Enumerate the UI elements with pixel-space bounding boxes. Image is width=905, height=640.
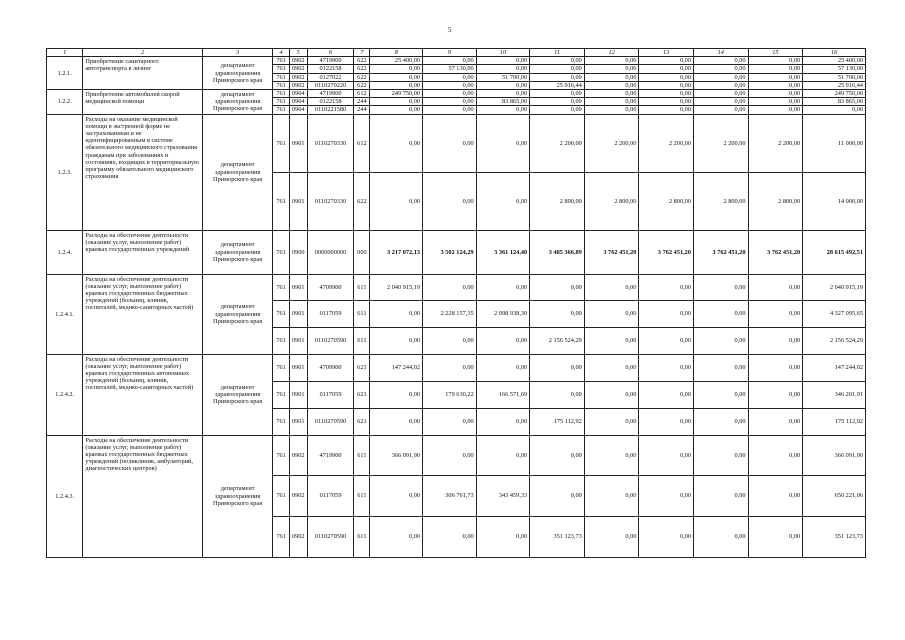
section-name: Приобретение автомобилей скорой медицинской помощи	[83, 90, 202, 115]
amount-cell: 650 221,06	[803, 475, 866, 516]
amount-cell: 0,00	[530, 65, 585, 73]
amount-cell: 2 156 524,29	[803, 327, 866, 354]
target-item-cell: 0000000000	[307, 230, 354, 274]
section-code-cell: 0902	[289, 475, 307, 516]
section-index: 1.2.1.	[47, 57, 83, 90]
amount-cell: 0,00	[639, 381, 694, 408]
amount-cell: 0,00	[584, 98, 639, 106]
amount-cell: 28 615 492,51	[803, 230, 866, 274]
target-item-cell: 0110270220	[307, 81, 354, 89]
expense-type-cell: 622	[354, 81, 370, 89]
amount-cell: 51 700,00	[476, 73, 530, 81]
amount-cell: 0,00	[370, 300, 423, 327]
amount-cell: 0,00	[423, 73, 477, 81]
amount-cell: 0,00	[748, 300, 803, 327]
section-code-cell: 0901	[289, 172, 307, 230]
col-header: 13	[639, 49, 694, 57]
amount-cell: 0,00	[639, 274, 694, 300]
amount-cell: 0,00	[476, 57, 530, 65]
section-index: 1.2.4.1.	[47, 274, 83, 354]
amount-cell: 2 228 157,35	[423, 300, 477, 327]
budget-code-cell: 761	[273, 90, 289, 98]
amount-cell: 0,00	[423, 172, 477, 230]
amount-cell: 0,00	[639, 475, 694, 516]
amount-cell: 2 040 915,19	[803, 274, 866, 300]
amount-cell: 0,00	[423, 354, 477, 381]
amount-cell: 25 916,44	[530, 81, 585, 89]
amount-cell: 0,00	[748, 408, 803, 435]
amount-cell: 0,00	[693, 354, 748, 381]
amount-cell: 0,00	[370, 172, 423, 230]
amount-cell: 3 217 072,13	[370, 230, 423, 274]
amount-cell: 0,00	[423, 98, 477, 106]
amount-cell: 0,00	[584, 435, 639, 475]
target-item-cell: 4719900	[307, 57, 354, 65]
amount-cell: 0,00	[370, 81, 423, 89]
amount-cell: 147 244,02	[803, 354, 866, 381]
table-row	[47, 57, 866, 65]
section-name: Расходы на обеспечение деятельности (оказание услуг, выполнение работ) краевых государственных учреждений	[83, 230, 202, 274]
amount-cell: 0,00	[639, 106, 694, 114]
amount-cell: 0,00	[423, 114, 477, 172]
amount-cell: 0,00	[748, 106, 803, 114]
amount-cell: 0,00	[370, 106, 423, 114]
amount-cell: 0,00	[584, 90, 639, 98]
amount-cell: 351 123,73	[803, 516, 866, 557]
amount-cell: 0,00	[584, 516, 639, 557]
amount-cell: 2 040 915,19	[370, 274, 423, 300]
amount-cell: 2 200,00	[748, 114, 803, 172]
budget-code-cell: 761	[273, 408, 289, 435]
amount-cell: 0,00	[693, 73, 748, 81]
amount-cell: 0,00	[748, 475, 803, 516]
amount-cell: 0,00	[748, 354, 803, 381]
amount-cell: 0,00	[370, 408, 423, 435]
amount-cell: 351 123,73	[530, 516, 585, 557]
amount-cell: 366 091,90	[803, 435, 866, 475]
amount-cell: 57 130,00	[803, 65, 866, 73]
section-code-cell: 0901	[289, 274, 307, 300]
amount-cell: 2 200,00	[693, 114, 748, 172]
amount-cell: 3 502 124,29	[423, 230, 477, 274]
amount-cell: 51 700,00	[803, 73, 866, 81]
expense-type-cell: 621	[354, 381, 370, 408]
col-header: 3	[202, 49, 273, 57]
amount-cell: 0,00	[370, 98, 423, 106]
amount-cell: 0,00	[639, 354, 694, 381]
section-code-cell: 0904	[289, 106, 307, 114]
amount-cell: 0,00	[748, 81, 803, 89]
section-code-cell: 0902	[289, 65, 307, 73]
section-name: Расходы на оказание медицинской помощи в экстренной форме не застрахованным и не идентифицированным в системе обязательного медицинского страхования гражданам при заболеваниях и состояниях, входящих в территориальную программу обязательного медицинского страхования	[83, 114, 202, 230]
amount-cell: 346 201,91	[803, 381, 866, 408]
amount-cell: 0,00	[639, 73, 694, 81]
amount-cell: 0,00	[803, 106, 866, 114]
amount-cell: 0,00	[584, 65, 639, 73]
section-code-cell: 0902	[289, 73, 307, 81]
amount-cell: 2 800,00	[748, 172, 803, 230]
amount-cell: 0,00	[584, 57, 639, 65]
target-item-cell: 0110270590	[307, 327, 354, 354]
col-header: 9	[423, 49, 477, 57]
amount-cell: 0,00	[530, 73, 585, 81]
amount-cell: 0,00	[423, 327, 477, 354]
amount-cell: 2 200,00	[530, 114, 585, 172]
amount-cell: 0,00	[423, 81, 477, 89]
amount-cell: 25 916,44	[803, 81, 866, 89]
amount-cell: 0,00	[748, 516, 803, 557]
amount-cell: 0,00	[476, 327, 530, 354]
amount-cell: 3 762 451,20	[748, 230, 803, 274]
amount-cell: 2 098 938,30	[476, 300, 530, 327]
amount-cell: 0,00	[584, 81, 639, 89]
amount-cell: 0,00	[370, 516, 423, 557]
header-row	[47, 49, 866, 57]
amount-cell: 0,00	[584, 327, 639, 354]
section-name: Расходы на обеспечение деятельности (оказание услуг, выполнение работ) краевых государственных бюджетных учреждений (больниц, клиник, госпиталей, медико-санитарных частей)	[83, 274, 202, 354]
section-department: департамент здравоохранения Приморского края	[202, 114, 273, 230]
budget-code-cell: 761	[273, 57, 289, 65]
section-name: Расходы на обеспечение деятельности (оказание услуг, выполнение работ) краевых государственных бюджетных учреждений (поликлиник, амбулаторий, диагностических центров)	[83, 435, 202, 557]
col-header: 10	[476, 49, 530, 57]
amount-cell: 0,00	[476, 65, 530, 73]
target-item-cell: 0122158	[307, 98, 354, 106]
col-header: 8	[370, 49, 423, 57]
amount-cell: 147 244,02	[370, 354, 423, 381]
budget-code-cell: 761	[273, 106, 289, 114]
amount-cell: 2 200,00	[584, 114, 639, 172]
expense-type-cell: 611	[354, 516, 370, 557]
section-code-cell: 0901	[289, 300, 307, 327]
amount-cell: 0,00	[584, 300, 639, 327]
table-row	[47, 354, 866, 381]
amount-cell: 0,00	[423, 274, 477, 300]
amount-cell: 179 630,22	[423, 381, 477, 408]
amount-cell: 3 485 366,89	[530, 230, 585, 274]
amount-cell: 0,00	[476, 354, 530, 381]
amount-cell: 25 400,00	[370, 57, 423, 65]
budget-code-cell: 761	[273, 81, 289, 89]
amount-cell: 0,00	[748, 327, 803, 354]
budget-code-cell: 761	[273, 73, 289, 81]
section-code-cell: 0902	[289, 516, 307, 557]
target-item-cell: 0110270590	[307, 516, 354, 557]
amount-cell: 0,00	[370, 73, 423, 81]
amount-cell: 366 091,90	[370, 435, 423, 475]
amount-cell: 0,00	[693, 381, 748, 408]
target-item-cell: 4709900	[307, 274, 354, 300]
expense-type-cell: 611	[354, 300, 370, 327]
amount-cell: 0,00	[584, 106, 639, 114]
amount-cell: 0,00	[530, 300, 585, 327]
amount-cell: 0,00	[476, 106, 530, 114]
budget-code-cell: 761	[273, 114, 289, 172]
amount-cell: 0,00	[748, 65, 803, 73]
target-item-cell: 0127022	[307, 73, 354, 81]
amount-cell: 175 112,92	[803, 408, 866, 435]
amount-cell: 0,00	[584, 73, 639, 81]
amount-cell: 4 327 095,65	[803, 300, 866, 327]
budget-code-cell: 761	[273, 516, 289, 557]
section-name: Расходы на обеспечение деятельности (оказание услуг, выполнение работ) краевых государственных автономных учреждений (больниц, клиник, госпиталей, медико-санитарных частей)	[83, 354, 202, 435]
section-code-cell: 0904	[289, 98, 307, 106]
expense-type-cell: 611	[354, 274, 370, 300]
amount-cell: 0,00	[639, 516, 694, 557]
col-header: 4	[273, 49, 289, 57]
amount-cell: 0,00	[748, 381, 803, 408]
amount-cell: 0,00	[639, 327, 694, 354]
amount-cell: 0,00	[584, 354, 639, 381]
budget-code-cell: 761	[273, 475, 289, 516]
amount-cell: 166 571,69	[476, 381, 530, 408]
amount-cell: 0,00	[584, 274, 639, 300]
amount-cell: 0,00	[639, 81, 694, 89]
amount-cell: 0,00	[748, 90, 803, 98]
amount-cell: 0,00	[693, 57, 748, 65]
amount-cell: 0,00	[370, 114, 423, 172]
section-code-cell: 0902	[289, 435, 307, 475]
section-department: департамент здравоохранения Приморского края	[202, 230, 273, 274]
budget-table	[46, 48, 866, 558]
section-index: 1.2.4.	[47, 230, 83, 274]
budget-code-cell: 761	[273, 300, 289, 327]
amount-cell: 0,00	[530, 98, 585, 106]
amount-cell: 0,00	[748, 274, 803, 300]
section-code-cell: 0901	[289, 354, 307, 381]
amount-cell: 0,00	[693, 327, 748, 354]
col-header: 11	[530, 49, 585, 57]
amount-cell: 0,00	[584, 475, 639, 516]
section-department: департамент здравоохранения Приморского края	[202, 354, 273, 435]
amount-cell: 0,00	[639, 57, 694, 65]
amount-cell: 0,00	[693, 300, 748, 327]
expense-type-cell: 612	[354, 114, 370, 172]
amount-cell: 0,00	[423, 435, 477, 475]
section-index: 1.2.4.2.	[47, 354, 83, 435]
expense-type-cell: 244	[354, 98, 370, 106]
section-department: департамент здравоохранения Приморского края	[202, 274, 273, 354]
amount-cell: 0,00	[584, 381, 639, 408]
table-row	[47, 274, 866, 300]
amount-cell: 0,00	[530, 274, 585, 300]
col-header: 7	[354, 49, 370, 57]
section-code-cell: 0901	[289, 408, 307, 435]
amount-cell: 2 156 524,29	[530, 327, 585, 354]
target-item-cell: 0122158	[307, 65, 354, 73]
col-header: 5	[289, 49, 307, 57]
section-code-cell: 0900	[289, 230, 307, 274]
amount-cell: 0,00	[370, 65, 423, 73]
target-item-cell: 0110270590	[307, 408, 354, 435]
expense-type-cell: 611	[354, 475, 370, 516]
amount-cell: 0,00	[748, 73, 803, 81]
amount-cell: 2 200,00	[639, 114, 694, 172]
amount-cell: 0,00	[693, 435, 748, 475]
amount-cell: 0,00	[530, 90, 585, 98]
target-item-cell: 4709900	[307, 354, 354, 381]
table-row	[47, 114, 866, 172]
amount-cell: 0,00	[423, 57, 477, 65]
amount-cell: 0,00	[530, 381, 585, 408]
target-item-cell: 4719900	[307, 90, 354, 98]
amount-cell: 0,00	[370, 327, 423, 354]
expense-type-cell: 612	[354, 90, 370, 98]
budget-code-cell: 761	[273, 65, 289, 73]
amount-cell: 57 130,00	[423, 65, 477, 73]
table-row	[47, 90, 866, 98]
amount-cell: 0,00	[476, 90, 530, 98]
amount-cell: 0,00	[693, 274, 748, 300]
amount-cell: 11 000,00	[803, 114, 866, 172]
expense-type-cell: 622	[354, 172, 370, 230]
amount-cell: 0,00	[476, 81, 530, 89]
amount-cell: 0,00	[584, 408, 639, 435]
amount-cell: 306 761,73	[423, 475, 477, 516]
amount-cell: 0,00	[476, 114, 530, 172]
amount-cell: 0,00	[639, 65, 694, 73]
amount-cell: 83 865,00	[803, 98, 866, 106]
amount-cell: 0,00	[423, 516, 477, 557]
budget-code-cell: 761	[273, 327, 289, 354]
expense-type-cell: 622	[354, 73, 370, 81]
table-row	[47, 435, 866, 475]
amount-cell: 0,00	[693, 65, 748, 73]
amount-cell: 0,00	[530, 106, 585, 114]
amount-cell: 0,00	[748, 98, 803, 106]
budget-code-cell: 761	[273, 381, 289, 408]
amount-cell: 249 750,00	[803, 90, 866, 98]
amount-cell: 3 762 451,20	[584, 230, 639, 274]
amount-cell: 2 800,00	[693, 172, 748, 230]
amount-cell: 0,00	[476, 172, 530, 230]
section-code-cell: 0901	[289, 327, 307, 354]
target-item-cell: 0117059	[307, 381, 354, 408]
amount-cell: 0,00	[476, 516, 530, 557]
amount-cell: 175 112,92	[530, 408, 585, 435]
expense-type-cell: 244	[354, 106, 370, 114]
target-item-cell: 0110270330	[307, 172, 354, 230]
target-item-cell: 0117059	[307, 475, 354, 516]
expense-type-cell: 611	[354, 327, 370, 354]
amount-cell: 0,00	[530, 475, 585, 516]
amount-cell: 0,00	[693, 81, 748, 89]
expense-type-cell: 621	[354, 354, 370, 381]
amount-cell: 83 865,00	[476, 98, 530, 106]
target-item-cell: 0110270330	[307, 114, 354, 172]
col-header: 2	[83, 49, 202, 57]
amount-cell: 2 800,00	[639, 172, 694, 230]
section-code-cell: 0901	[289, 381, 307, 408]
amount-cell: 3 762 451,20	[693, 230, 748, 274]
amount-cell: 0,00	[639, 408, 694, 435]
section-department: департамент здравоохранения Приморского края	[202, 90, 273, 115]
col-header: 6	[307, 49, 354, 57]
amount-cell: 0,00	[748, 435, 803, 475]
page-number: 5	[448, 26, 452, 34]
amount-cell: 249 750,00	[370, 90, 423, 98]
amount-cell: 0,00	[693, 106, 748, 114]
amount-cell: 2 800,00	[530, 172, 585, 230]
section-code-cell: 0902	[289, 81, 307, 89]
col-header: 12	[584, 49, 639, 57]
budget-code-cell: 761	[273, 98, 289, 106]
col-header: 15	[748, 49, 803, 57]
section-code-cell: 0902	[289, 57, 307, 65]
budget-code-cell: 761	[273, 435, 289, 475]
col-header: 14	[693, 49, 748, 57]
amount-cell: 0,00	[423, 408, 477, 435]
amount-cell: 0,00	[693, 98, 748, 106]
amount-cell: 0,00	[530, 57, 585, 65]
amount-cell: 0,00	[476, 435, 530, 475]
amount-cell: 0,00	[476, 274, 530, 300]
budget-code-cell: 761	[273, 354, 289, 381]
amount-cell: 0,00	[370, 381, 423, 408]
section-name: Приобретение санитарного автотранспорта в лизинг	[83, 57, 202, 90]
amount-cell: 0,00	[423, 90, 477, 98]
amount-cell: 0,00	[530, 354, 585, 381]
amount-cell: 25 400,00	[803, 57, 866, 65]
section-code-cell: 0904	[289, 90, 307, 98]
expense-type-cell: 622	[354, 57, 370, 65]
amount-cell: 0,00	[639, 300, 694, 327]
section-code-cell: 0901	[289, 114, 307, 172]
expense-type-cell: 622	[354, 65, 370, 73]
amount-cell: 0,00	[748, 57, 803, 65]
col-header: 1	[47, 49, 83, 57]
amount-cell: 0,00	[423, 106, 477, 114]
amount-cell: 2 800,00	[584, 172, 639, 230]
amount-cell: 3 361 124,40	[476, 230, 530, 274]
expense-type-cell: 621	[354, 408, 370, 435]
budget-code-cell: 761	[273, 230, 289, 274]
table-row	[47, 230, 866, 274]
section-department: департамент здравоохранения Приморского края	[202, 435, 273, 557]
amount-cell: 0,00	[530, 435, 585, 475]
target-item-cell: 0117059	[307, 300, 354, 327]
budget-code-cell: 761	[273, 172, 289, 230]
amount-cell: 0,00	[370, 475, 423, 516]
section-index: 1.2.3.	[47, 114, 83, 230]
col-header: 16	[803, 49, 866, 57]
expense-type-cell: 611	[354, 435, 370, 475]
section-index: 1.2.4.3.	[47, 435, 83, 557]
section-index: 1.2.2.	[47, 90, 83, 115]
amount-cell: 0,00	[476, 408, 530, 435]
target-item-cell: 0110221580	[307, 106, 354, 114]
amount-cell: 0,00	[639, 435, 694, 475]
amount-cell: 14 000,00	[803, 172, 866, 230]
budget-code-cell: 761	[273, 274, 289, 300]
target-item-cell: 4719900	[307, 435, 354, 475]
amount-cell: 0,00	[693, 408, 748, 435]
amount-cell: 0,00	[639, 90, 694, 98]
amount-cell: 0,00	[693, 90, 748, 98]
amount-cell: 3 762 451,20	[639, 230, 694, 274]
section-department: департамент здравоохранения Приморского края	[202, 57, 273, 90]
amount-cell: 343 459,33	[476, 475, 530, 516]
amount-cell: 0,00	[693, 516, 748, 557]
amount-cell: 0,00	[639, 98, 694, 106]
amount-cell: 0,00	[693, 475, 748, 516]
expense-type-cell: 000	[354, 230, 370, 274]
